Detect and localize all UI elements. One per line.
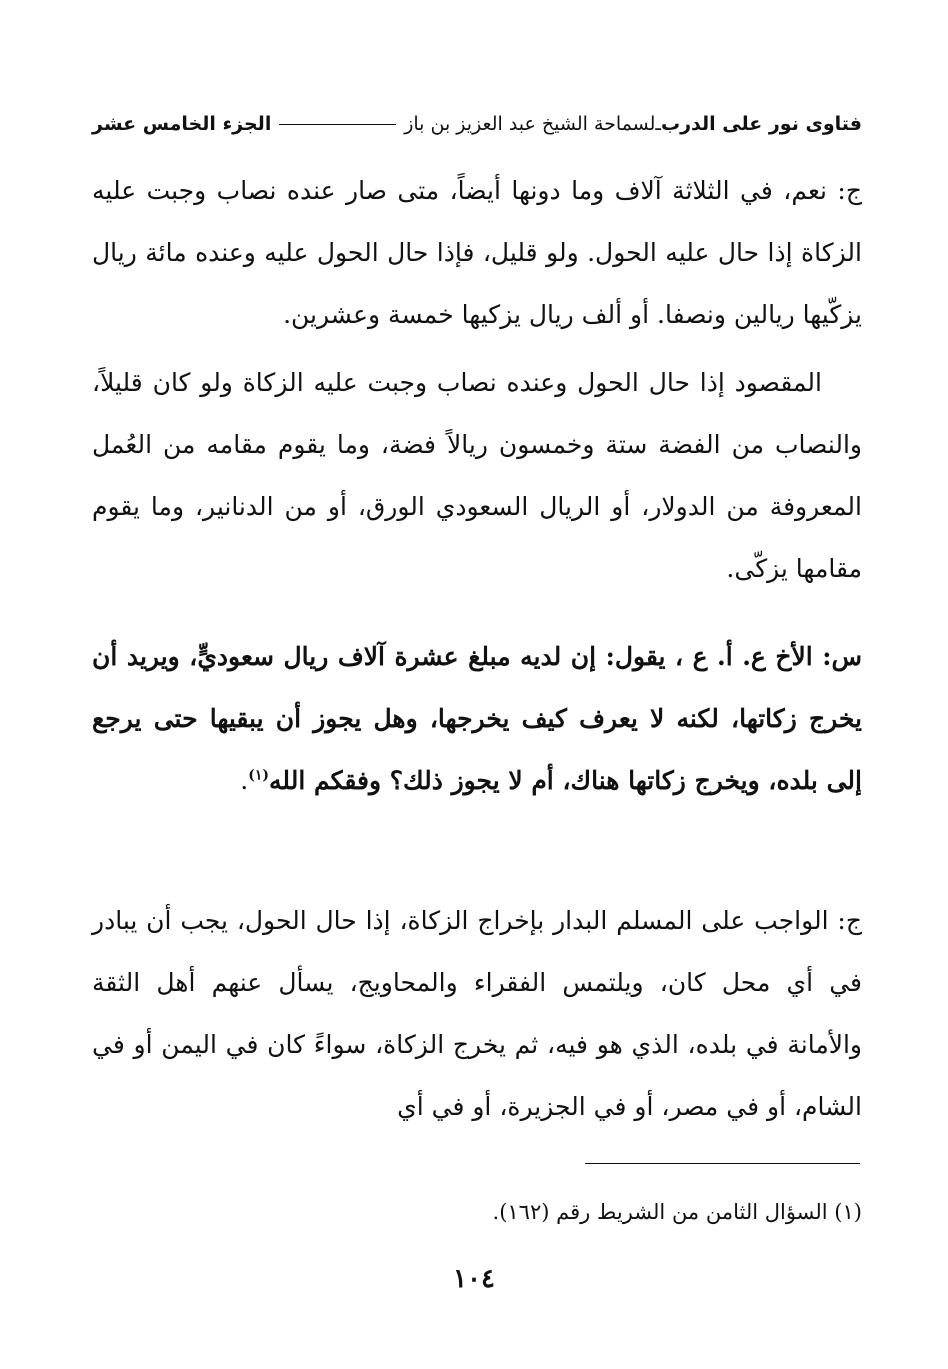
paragraph-text: ج: الواجب على المسلم البدار بإخراج الزكاة، إذا حال الحول، يجب أن يبادر في أي محل كان، ويلتمس الفقراء والمحاويج، يسأل عنهم أهل الثقة والأمانة في بلده، الذي هو فيه، ثم يخرج الزكاة، سواءً كان في اليمن أو في الشام، أو في مصر، أو في الجزيرة، أو في أي <box>92 906 862 1121</box>
footnote-reference[interactable]: (١) <box>248 767 270 784</box>
question-paragraph <box>92 626 862 812</box>
header-series-title: فتاوى نور على الدرب <box>661 113 862 135</box>
paragraph-text: س: الأخ ع. أ. ع ، يقول: إن لديه مبلغ عشرة آلاف ريال سعوديٍّ، ويريد أن يخرج زكاتها، لكنه لا يعرف كيف يخرجها، وهل يجوز أن يبقيها حتى يرجع إلى بلده، ويخرج زكاتها هناك، أم لا يجوز ذلك؟ وفقكم الله <box>92 642 862 795</box>
header-separator: ـ <box>655 113 661 135</box>
footnote: (١) السؤال الثامن من الشريط رقم (١٦٢). <box>492 1200 862 1224</box>
paragraph-trailing: . <box>240 766 249 795</box>
header-author: لسماحة الشيخ عبد العزيز بن باز <box>404 113 656 135</box>
answer-paragraph-2 <box>92 890 862 1138</box>
body-paragraph-2 <box>92 352 862 600</box>
paragraph-text: ج: نعم، في الثلاثة آلاف وما دونها أيضاً، متى صار عنده نصاب وجبت عليه الزكاة إذا حال عليه الحول. ولو قليل، فإذا حال الحول عليه وعنده مائة ريال يزكّيها ريالين ونصفا. أو ألف ريال يزكيها خمسة وعشرين. <box>92 176 862 329</box>
header-rule <box>279 124 396 125</box>
header-volume: الجزء الخامس عشر <box>92 113 272 135</box>
answer-paragraph-1 <box>92 160 862 346</box>
page-number: ١٠٤ <box>453 1264 495 1294</box>
paragraph-text: المقصود إذا حال الحول وعنده نصاب وجبت عليه الزكاة ولو كان قليلاً، والنصاب من الفضة ستة وخمسون ريالاً فضة، وما يقوم مقامه من العُمل المعروفة من الدولار، أو الريال السعودي الورق، أو من الدنانير، وما يقوم مقامها يزكّى. <box>92 368 862 583</box>
running-header <box>92 104 862 144</box>
footnote-separator <box>585 1163 860 1164</box>
